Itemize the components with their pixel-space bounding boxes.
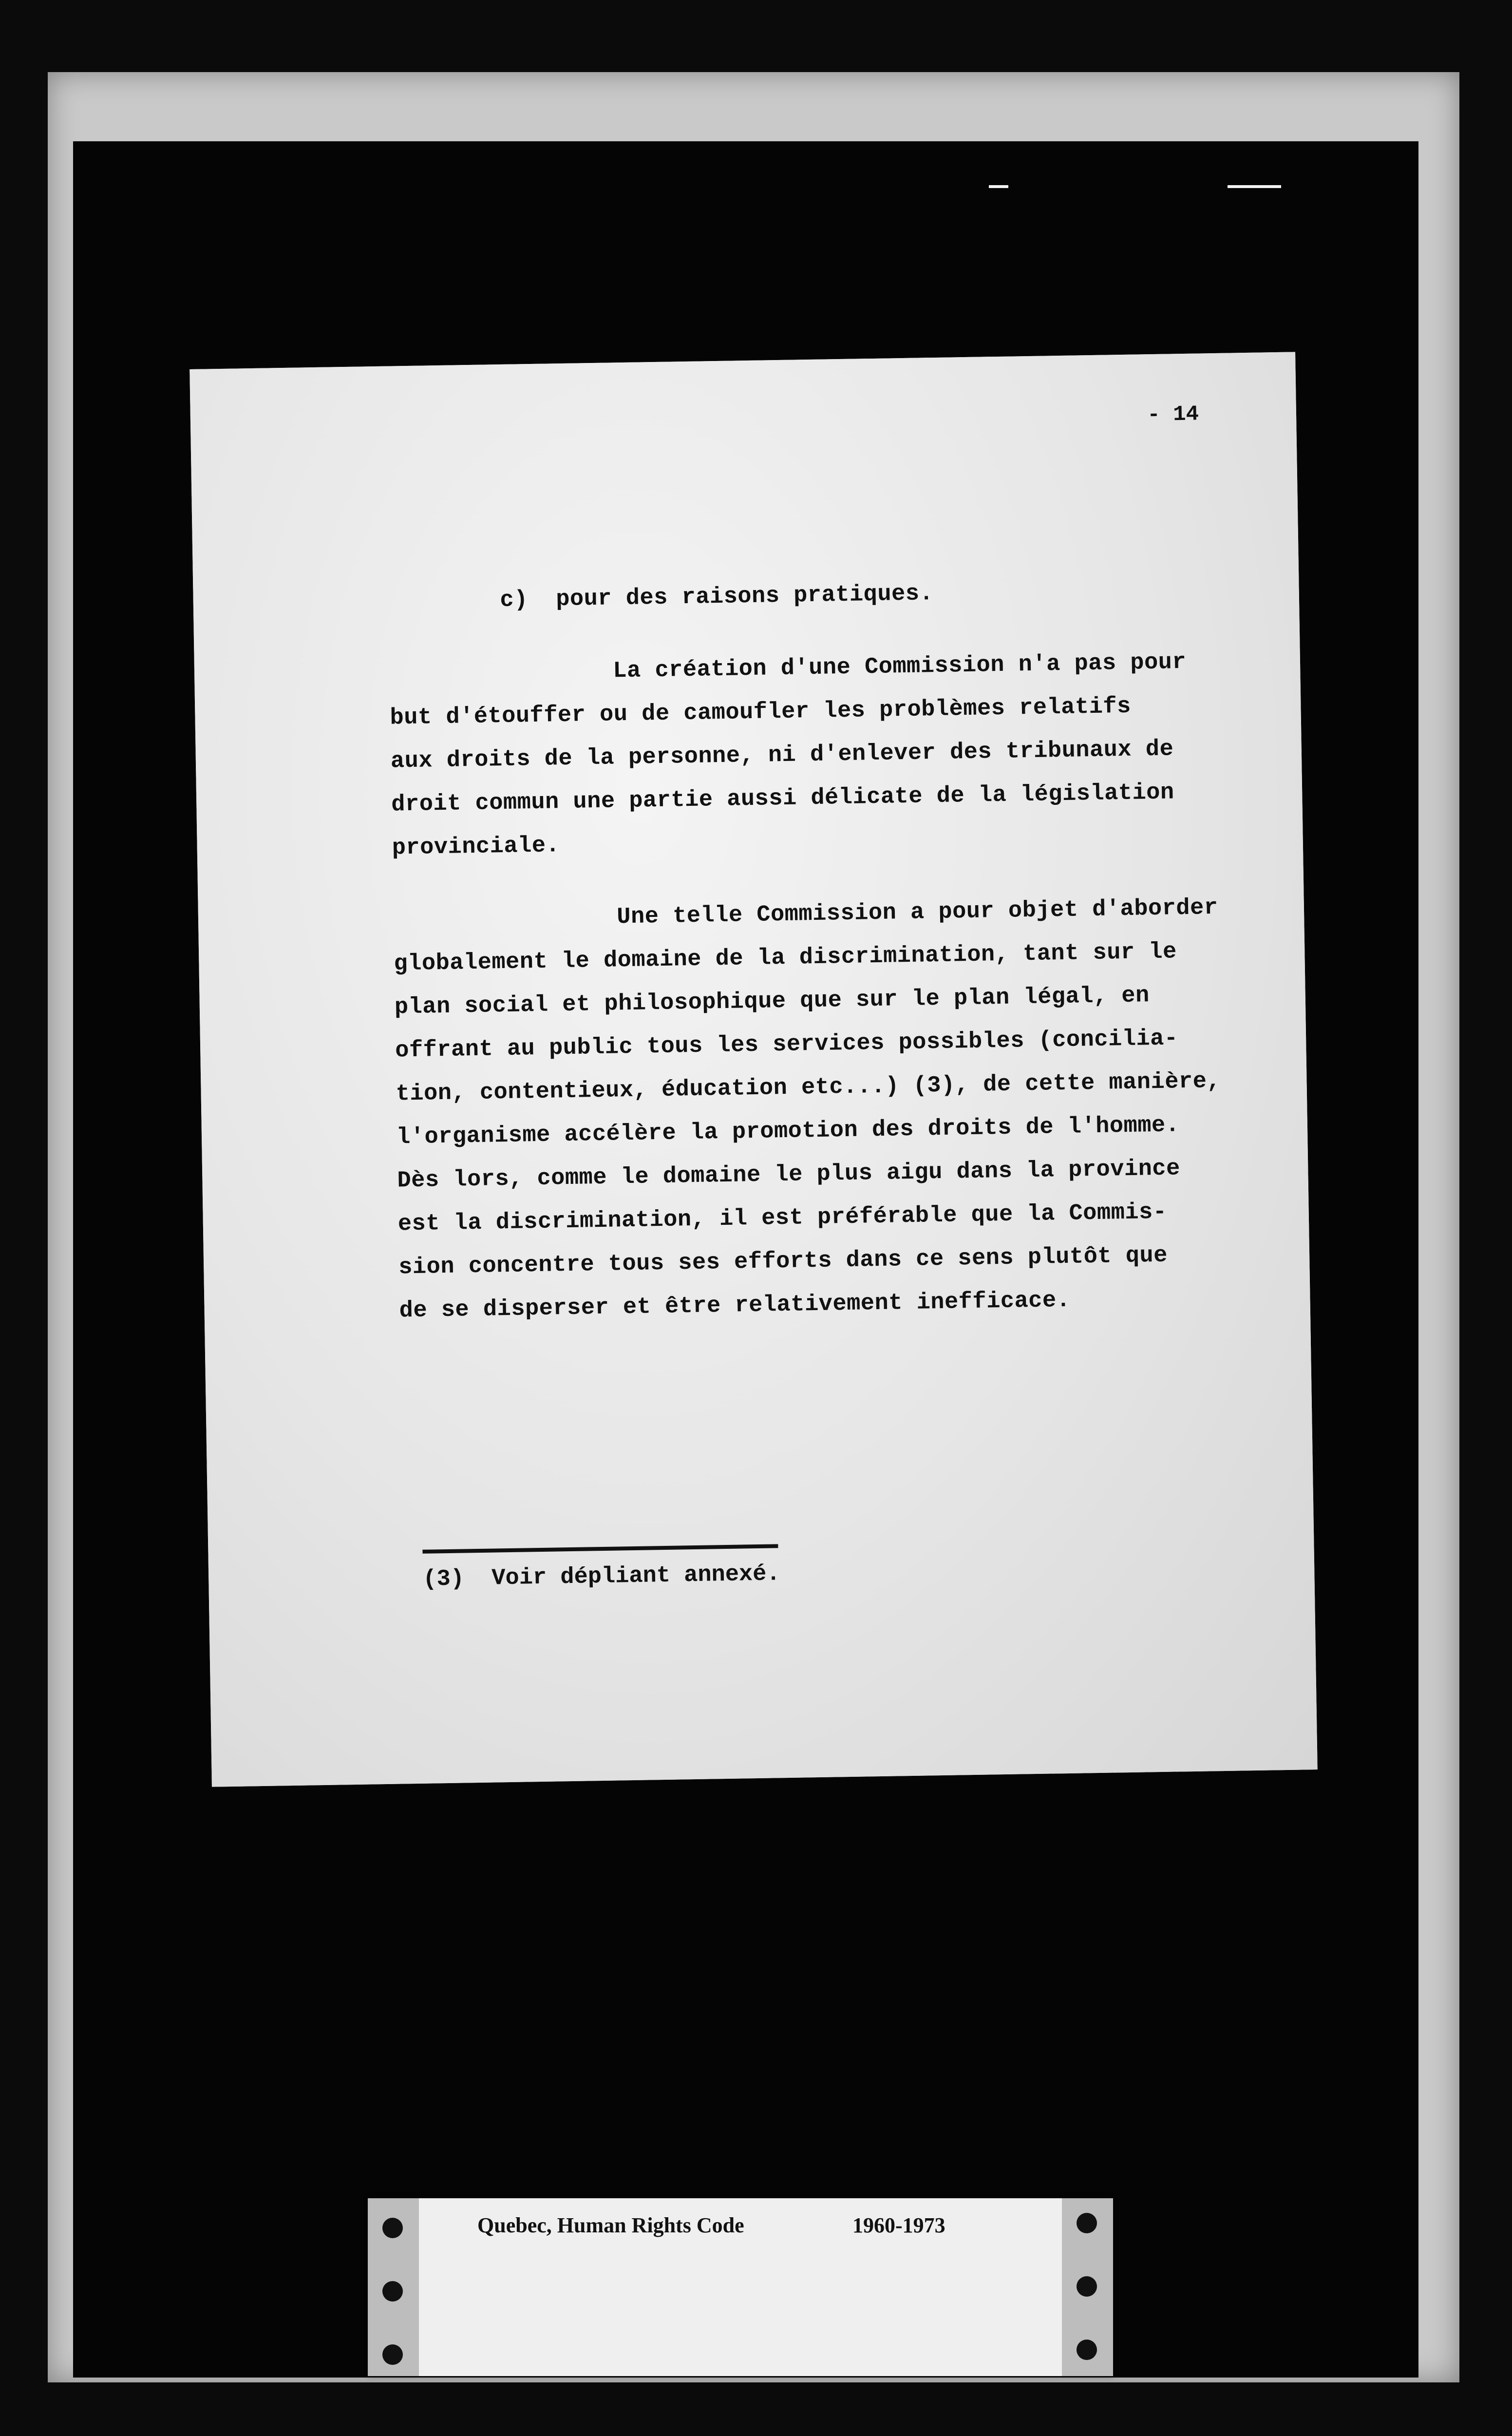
punch-hole bbox=[1077, 2276, 1097, 2297]
punch-hole bbox=[382, 2218, 403, 2238]
text-line: sion concentre tous ses efforts dans ce sens plutôt que bbox=[398, 1242, 1168, 1281]
text-line: but d'étouffer ou de camoufler les problèmes relatifs bbox=[390, 693, 1132, 731]
archive-label-dates: 1960-1973 bbox=[852, 2213, 945, 2237]
text-line: provinciale. bbox=[392, 833, 560, 861]
footnote-rule bbox=[422, 1544, 778, 1553]
text-line: La création d'une Commission n'a pas pour bbox=[389, 649, 1187, 688]
punch-hole bbox=[1077, 2213, 1097, 2233]
film-scratch bbox=[989, 185, 1008, 188]
text-line: tion, contentieux, éducation etc...) (3), de cette manière, bbox=[396, 1068, 1221, 1107]
film-scratch bbox=[1228, 185, 1281, 188]
text-line: Dès lors, comme le domaine le plus aigu dans la province bbox=[397, 1156, 1181, 1194]
text-line: aux droits de la personne, ni d'enlever des tribunaux de bbox=[390, 736, 1174, 775]
typed-document-page bbox=[189, 352, 1317, 1787]
text-line: Une telle Commission a pour objet d'aborder bbox=[393, 894, 1218, 934]
text-line: droit commun une partie aussi délicate de la législation bbox=[391, 780, 1175, 818]
text-line: est la discrimination, il est préférable que la Commis- bbox=[397, 1199, 1167, 1237]
footnote: (3) Voir dépliant annexé. bbox=[422, 1561, 781, 1593]
punch-hole bbox=[382, 2281, 403, 2302]
text-line: plan social et philosophique que sur le plan légal, en bbox=[394, 983, 1150, 1021]
text-line: c) pour des raisons pratiques. bbox=[388, 581, 934, 615]
label-strip-left bbox=[368, 2198, 419, 2376]
text-line: de se disperser et être relativement inefficace. bbox=[399, 1287, 1071, 1324]
punch-hole bbox=[1077, 2340, 1097, 2360]
label-strip-right bbox=[1062, 2198, 1113, 2376]
text-line: globalement le domaine de la discrimination, tant sur le bbox=[394, 939, 1177, 977]
text-line: l'organisme accélère la promotion des droits de l'homme. bbox=[396, 1112, 1180, 1151]
archive-label bbox=[368, 2198, 1113, 2376]
punch-hole bbox=[382, 2344, 403, 2365]
page-number: - 14 bbox=[1147, 402, 1199, 428]
document-body bbox=[388, 568, 1228, 1333]
text-line: offrant au public tous les services possibles (concilia- bbox=[395, 1026, 1178, 1064]
archive-label-title: Quebec, Human Rights Code bbox=[477, 2213, 744, 2237]
